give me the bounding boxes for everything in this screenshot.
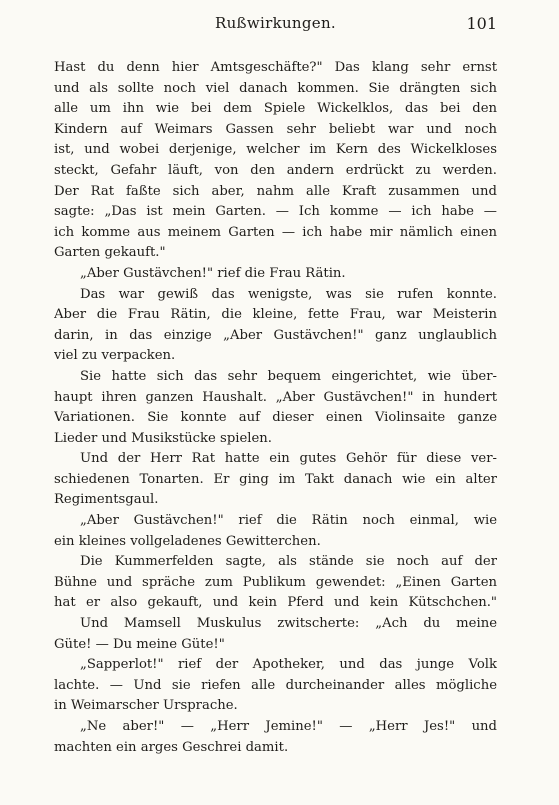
text-line: Sie hatte sich das sehr bequem eingerichtet, wie über- xyxy=(80,368,497,384)
text-line: steckt, Gefahr läuft, von den andern erdrückt zu werden. xyxy=(54,162,497,178)
text-line: alle um ihn wie bei dem Spiele Wickelklos, das bei den xyxy=(54,101,497,117)
text-line: Regimentsgaul. xyxy=(54,492,159,508)
text-line: schiedenen Tonarten. Er ging im Takt danach wie ein alter xyxy=(54,471,497,487)
text-line: Hast du denn hier Amtsgeschäfte?" Das klang sehr ernst xyxy=(54,60,497,75)
body-text xyxy=(54,58,497,758)
text-line: „Ne aber!" — „Herr Jemine!" — „Herr Jes!" und xyxy=(80,719,497,734)
text-line: machten ein arges Geschrei damit. xyxy=(54,739,289,755)
text-line: „Aber Gustävchen!" rief die Rätin noch einmal, wie xyxy=(80,513,497,529)
text-line: Kindern auf Weimars Gassen sehr beliebt war und noch xyxy=(54,121,497,137)
text-line: Lieder und Musikstücke spielen. xyxy=(54,430,272,446)
text-line: ich komme aus meinem Garten — ich habe mir nämlich einen xyxy=(54,224,497,240)
text-line: Bühne und spräche zum Publikum gewendet: „Einen Garten xyxy=(54,574,497,590)
text-line: Das war gewiß das wenigste, was sie rufen konnte. xyxy=(80,286,497,302)
text-line: in Weimarscher Ursprache. xyxy=(54,698,238,714)
text-line: sagte: „Das ist mein Garten. — Ich komme — ich habe — xyxy=(54,204,497,220)
text-line: „Aber Gustävchen!" rief die Frau Rätin. xyxy=(80,265,346,281)
text-line: Und der Herr Rat hatte ein gutes Gehör für diese ver- xyxy=(80,451,497,467)
text-line: Garten gekauft." xyxy=(54,245,166,261)
running-title: Rußwirkungen. xyxy=(215,14,336,32)
text-line: ein kleines vollgeladenes Gewitterchen. xyxy=(54,533,321,549)
text-line: Variationen. Sie konnte auf dieser einen Violinsaite ganze xyxy=(54,410,497,426)
text-line: viel zu verpacken. xyxy=(54,348,176,364)
text-line: Der Rat faßte sich aber, nahm alle Kraft zusammen und xyxy=(54,183,497,199)
text-line: Güte! — Du meine Güte!" xyxy=(54,636,225,652)
page-number: 101 xyxy=(466,14,497,33)
text-line: Die Kummerfelden sagte, als stände sie noch auf der xyxy=(80,554,497,570)
text-line: „Sapperlot!" rief der Apotheker, und das junge Volk xyxy=(80,657,497,673)
text-line: haupt ihren ganzen Haushalt. „Aber Gustävchen!" in hundert xyxy=(54,389,497,405)
text-line: Aber die Frau Rätin, die kleine, fette Frau, war Meisterin xyxy=(54,307,497,323)
text-line: lachte. — Und sie riefen alle durcheinander alles mögliche xyxy=(54,677,497,693)
text-line: und als sollte noch viel danach kommen. Sie drängten sich xyxy=(54,80,497,96)
page-header xyxy=(54,14,497,38)
text-line: Und Mamsell Muskulus zwitscherte: „Ach du meine xyxy=(80,616,497,632)
text-line: darin, in das einzige „Aber Gustävchen!" ganz unglaublich xyxy=(54,327,497,343)
text-line: hat er also gekauft, und kein Pferd und kein Kütschchen." xyxy=(54,595,497,611)
text-line: ist, und wobei derjenige, welcher im Kern des Wickelkloses xyxy=(54,142,497,158)
